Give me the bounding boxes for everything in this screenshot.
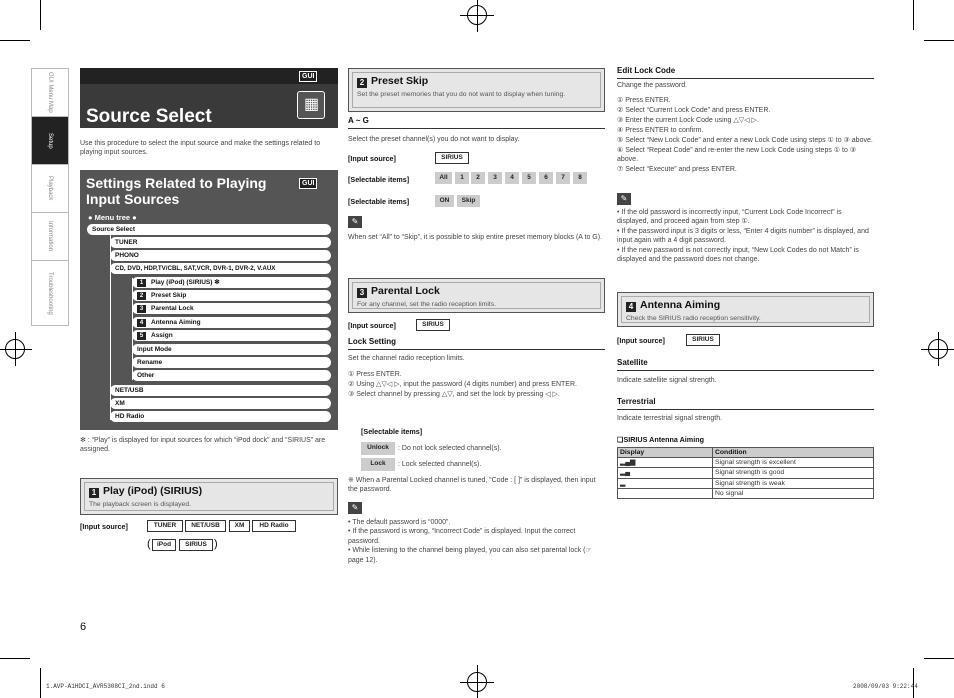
number-badge: 1	[137, 279, 146, 287]
preset-selectable-label-2: [Selectable items]	[348, 197, 410, 206]
antenna-box	[617, 292, 874, 327]
chip-5: 5	[522, 172, 536, 184]
signal-bars-icon	[618, 488, 713, 498]
preset-selectable-label: [Selectable items]	[348, 175, 410, 184]
note-pencil-icon: ✎	[617, 193, 631, 205]
step: ① Press ENTER.	[348, 371, 402, 378]
chip-tuner: TUNER	[147, 520, 183, 532]
menu-tree-label: ● Menu tree ●	[88, 213, 137, 222]
terrestrial-heading: Terrestrial	[617, 397, 874, 410]
chip-lock: Lock	[361, 458, 395, 471]
step: ④ Press ENTER to confirm.	[617, 126, 704, 134]
preset-note: When set “All” to “Skip”, it is possible to skip entire preset memory blocks (A to G).	[348, 234, 603, 241]
tree-item-hd-radio[interactable]: HD Radio	[110, 411, 331, 422]
tree-sub-play[interactable]: 1 Play (iPod) (SIRIUS) ✻	[132, 277, 331, 288]
lock-steps	[348, 370, 605, 400]
crop-mark	[924, 40, 954, 41]
registration-mark	[5, 339, 25, 359]
signal-table	[617, 447, 874, 499]
chip-2: 2	[471, 172, 485, 184]
number-badge: 2	[357, 78, 367, 88]
parental-notes	[348, 518, 605, 565]
note-item: • The default password is “0000”.	[348, 518, 605, 527]
tree-item-phono[interactable]: PHONO	[110, 250, 331, 261]
chip-3: 3	[488, 172, 502, 184]
parental-title: 3 Parental Lock	[357, 285, 596, 298]
table-cell: Signal strength is good	[713, 468, 874, 478]
table-header-row	[618, 448, 874, 458]
chip-7: 7	[556, 172, 570, 184]
chip-sirius: SIRIUS	[416, 319, 450, 331]
footnote: ✻ : “Play” is displayed for input sources for which “iPod dock” and “SIRIUS” are assigned.	[80, 437, 326, 454]
preset-skip-title: 2 Preset Skip	[357, 75, 596, 88]
tree-sub-assign[interactable]: 5 Assign	[132, 330, 331, 341]
signal-bars-icon: ▂▄	[618, 468, 713, 478]
crop-mark	[0, 658, 30, 659]
edit-lock-steps	[617, 96, 874, 175]
crop-mark	[40, 668, 41, 698]
number-badge: 1	[89, 488, 99, 498]
chip-xm: XM	[229, 520, 250, 532]
table-title: ❑SIRIUS Antenna Aiming	[617, 435, 704, 444]
tab-gui-menu-map[interactable]: GUI Menu Map	[32, 69, 68, 117]
note-item: • While listening to the channel being played, you can also set parental lock (☞page 12).	[348, 546, 605, 565]
tree-sub-parental-lock[interactable]: 3 Parental Lock	[132, 303, 331, 314]
play-section-box	[80, 478, 338, 515]
tree-sub-input-mode[interactable]: Input Mode	[132, 344, 331, 355]
side-tabs	[31, 68, 69, 326]
play-input-label: [Input source]	[80, 522, 128, 531]
registration-mark	[467, 5, 487, 25]
crop-mark	[913, 0, 914, 30]
column-header: Display	[618, 448, 713, 458]
table-row	[618, 458, 874, 468]
satellite-heading: Satellite	[617, 358, 874, 371]
step: ⑥ Select “Repeat Code” and re-enter the new Lock Code using steps ① to ③ above.	[617, 146, 857, 164]
preset-skip-box	[348, 68, 605, 112]
crop-mark	[0, 40, 30, 41]
number-badge: 2	[137, 292, 146, 300]
page-title: Source Select	[86, 106, 212, 127]
table-row	[618, 488, 874, 498]
tree-item-net-usb[interactable]: NET/USB	[110, 385, 331, 396]
range-desc: Select the preset channel(s) you do not want to display.	[348, 136, 520, 143]
note-item: • If the password input is 3 digits or less, “Enter 4 digits number” is displayed, and input again with a 4 digit password.	[617, 227, 874, 246]
chip-on: ON	[435, 195, 454, 207]
tree-root[interactable]: Source Select	[87, 224, 331, 235]
note-item: • If the password is wrong, “Incorrect Code” is displayed. Input the correct password.	[348, 527, 605, 546]
chip-net-usb: NET/USB	[185, 520, 226, 532]
antenna-title: 4 Antenna Aiming	[626, 299, 865, 312]
chip-unlock: Unlock	[361, 442, 395, 455]
table-cell: No signal	[713, 488, 874, 498]
step: ⑦ Select “Execute” and press ENTER.	[617, 166, 737, 174]
preset-input-label: [Input source]	[348, 154, 396, 163]
step: ③ Enter the current Lock Code using △▽◁ ▷.	[617, 116, 759, 124]
play-desc: The playback screen is displayed.	[89, 501, 192, 508]
table-cell: Signal strength is excellent	[713, 458, 874, 468]
antenna-input-label: [Input source]	[617, 336, 665, 345]
registration-mark	[928, 339, 948, 359]
slug-date: 2008/09/03 9:22:44	[853, 683, 918, 690]
antenna-desc: Check the SIRIUS radio reception sensitivity.	[626, 315, 761, 322]
tree-item-xm[interactable]: XM	[110, 398, 331, 409]
registration-mark	[467, 672, 487, 692]
tree-item-cd-dvd[interactable]: CD, DVD, HDP,TV/CBL, SAT,VCR, DVR-1, DVR-2, V.AUX	[110, 263, 331, 274]
tree-item-tuner[interactable]: TUNER	[110, 237, 331, 248]
slug-file: 1.AVP-A1HDCI_AVR5308CI_2nd.indd 6	[46, 683, 165, 690]
edit-lock-notes	[617, 208, 874, 265]
tree-sub-other[interactable]: Other	[132, 370, 331, 381]
table-row	[618, 468, 874, 478]
signal-bars-icon: ▂▄▆	[618, 458, 713, 468]
step: ② Using △▽◁ ▷, input the password (4 digits number) and press ENTER.	[348, 380, 577, 388]
chip-hd-radio: HD Radio	[252, 520, 296, 532]
number-badge: 3	[137, 305, 146, 313]
step: ② Select “Current Lock Code” and press ENTER.	[617, 106, 771, 114]
chip-1: 1	[455, 172, 469, 184]
gui-badge: GUI	[299, 178, 317, 189]
number-badge: 4	[137, 319, 146, 327]
parental-desc: For any channel, set the radio reception limits.	[357, 301, 497, 308]
intro-text: Use this procedure to select the input source and make the settings related to playing input sources.	[80, 140, 321, 157]
play-title: 1 Play (iPod) (SIRIUS)	[89, 485, 329, 498]
bracket-open: (	[147, 538, 151, 550]
chip-8: 8	[573, 172, 587, 184]
signal-bars-icon: ▂	[618, 478, 713, 488]
tree-sub-preset-skip[interactable]: 2 Preset Skip	[132, 290, 331, 301]
film-icon	[297, 91, 325, 119]
settings-heading: Settings Related to Playing Input Sources	[86, 175, 267, 207]
parental-box	[348, 278, 605, 313]
note-pencil-icon: ✎	[348, 216, 362, 228]
number-badge: 3	[357, 288, 367, 298]
edit-lock-desc: Change the password.	[617, 82, 688, 89]
step: ① Press ENTER.	[617, 97, 671, 104]
column-header: Condition	[713, 448, 874, 458]
chip-sirius: SIRIUS	[179, 539, 213, 551]
chip-sirius: SIRIUS	[686, 334, 720, 346]
chip-skip: Skip	[457, 195, 480, 207]
step: ⑤ Select “New Lock Code” and enter a new Lock Code using steps ① to ③ above.	[617, 136, 873, 144]
note-item: • If the new password is not correctly input, “New Lock Codes do not Match” is displayed and the password does not change.	[617, 246, 874, 265]
bracket-close: )	[214, 538, 218, 550]
tab-information[interactable]: Information	[32, 213, 68, 261]
lock-desc: : Lock selected channel(s).	[398, 461, 482, 468]
lock-setting-desc: Set the channel radio reception limits.	[348, 355, 465, 362]
lock-setting-heading: Lock Setting	[348, 337, 605, 350]
gui-badge: GUI	[299, 71, 317, 82]
chip-6: 6	[539, 172, 553, 184]
parental-input-label: [Input source]	[348, 321, 396, 330]
crop-mark	[924, 658, 954, 659]
tree-sub-rename[interactable]: Rename	[132, 357, 331, 368]
satellite-desc: Indicate satellite signal strength.	[617, 377, 717, 384]
preset-skip-desc: Set the preset memories that you do not want to display when tuning.	[357, 91, 566, 98]
crop-mark	[40, 0, 41, 30]
chip-4: 4	[505, 172, 519, 184]
parental-selectable-label: [Selectable items]	[361, 427, 423, 436]
locked-note: ※ When a Parental Locked channel is tuned, “Code : [ ]” is displayed, then input the password.	[348, 477, 596, 494]
title-box	[80, 68, 338, 128]
note-item: • If the old password is incorrectly input, “Current Lock Code Incorrect” is displayed, and proceed again from step ①.	[617, 208, 874, 227]
unlock-desc: : Do not lock selected channel(s).	[398, 445, 502, 452]
chip-sirius: SIRIUS	[435, 152, 469, 164]
edit-lock-heading: Edit Lock Code	[617, 66, 874, 79]
tab-setup[interactable]: Setup	[32, 117, 68, 165]
chip-all: All	[435, 172, 452, 184]
range-heading: A ~ G	[348, 116, 605, 129]
number-badge: 5	[137, 332, 146, 340]
terrestrial-desc: Indicate terrestrial signal strength.	[617, 415, 723, 422]
table-cell: Signal strength is weak	[713, 478, 874, 488]
number-badge: 4	[626, 302, 636, 312]
note-pencil-icon: ✎	[348, 502, 362, 514]
chip-ipod: iPod	[152, 539, 176, 551]
page-number: 6	[80, 621, 87, 633]
table-row	[618, 478, 874, 488]
settings-box	[80, 170, 338, 430]
tab-playback[interactable]: Playback	[32, 165, 68, 213]
tree-sub-antenna-aiming[interactable]: 4 Antenna Aiming	[132, 317, 331, 328]
tab-troubleshooting[interactable]: Troubleshooting	[47, 271, 54, 315]
step: ③ Select channel by pressing △▽, and set the lock by pressing ◁ ▷.	[348, 390, 560, 398]
